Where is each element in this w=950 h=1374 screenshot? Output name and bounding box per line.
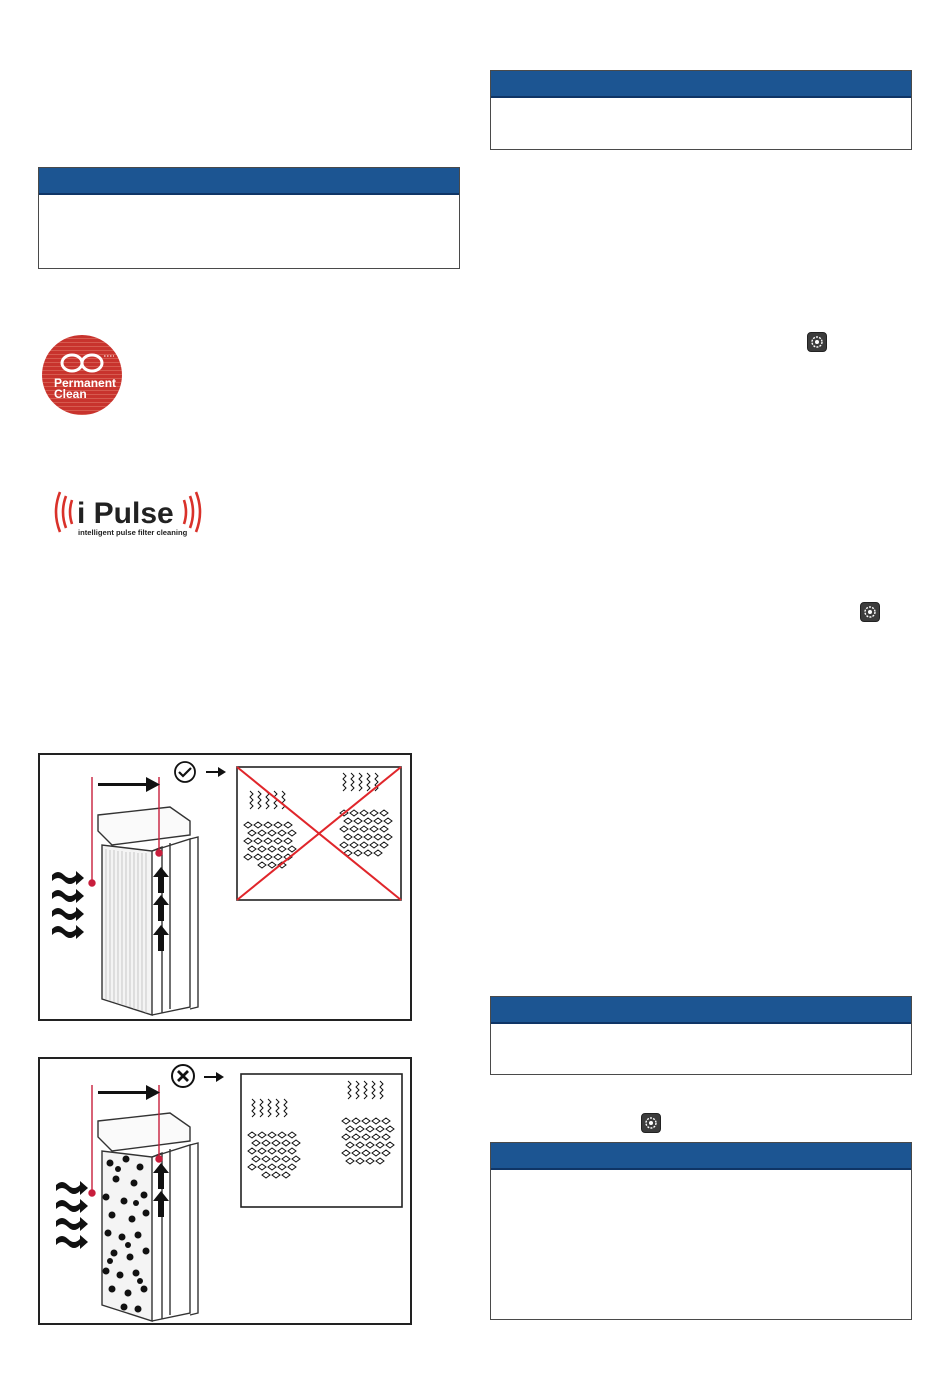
notice-header-bar	[491, 71, 911, 98]
notice-header-bar	[39, 168, 459, 195]
cross-circle-icon	[172, 1065, 194, 1087]
pointer-arrow-icon	[206, 767, 226, 777]
direction-arrow-icon	[98, 1085, 160, 1100]
airflow-arrows-icon	[56, 1181, 88, 1249]
filter-clean-symbol-icon	[641, 1113, 661, 1133]
notice-box-right-top	[490, 70, 912, 150]
ipulse-logo	[50, 486, 206, 542]
upward-airflow-icon	[153, 1163, 169, 1217]
ipulse-name: i Pulse	[77, 497, 174, 530]
notice-box-left	[38, 167, 460, 269]
notice-header-bar	[491, 997, 911, 1024]
filter-clean-symbol-icon	[807, 332, 827, 352]
detail-panel-crossed	[237, 767, 401, 900]
upward-airflow-icon	[153, 867, 169, 951]
notice-box-right-bottom	[490, 1142, 912, 1320]
pointer-arrow-icon	[204, 1072, 224, 1082]
figure-filter-correct	[38, 753, 412, 1021]
pulse-waves-right-icon	[184, 492, 200, 532]
ipulse-tagline: intelligent pulse filter cleaning	[78, 528, 188, 537]
filter-clean-symbol-icon	[860, 602, 880, 622]
permanent-clean-line1: Permanent	[54, 376, 117, 390]
pulse-waves-left-icon	[56, 492, 72, 532]
direction-arrow-icon	[98, 777, 160, 792]
airflow-arrows-icon	[52, 871, 84, 939]
detail-panel-plain	[241, 1074, 402, 1207]
permanent-clean-logo	[42, 335, 122, 415]
notice-box-right-middle	[490, 996, 912, 1075]
check-circle-icon	[175, 762, 195, 782]
notice-header-bar	[491, 1143, 911, 1170]
permanent-clean-line2: Clean	[54, 387, 87, 401]
filter-cartridge	[98, 807, 198, 1015]
figure-filter-clogged	[38, 1057, 412, 1325]
